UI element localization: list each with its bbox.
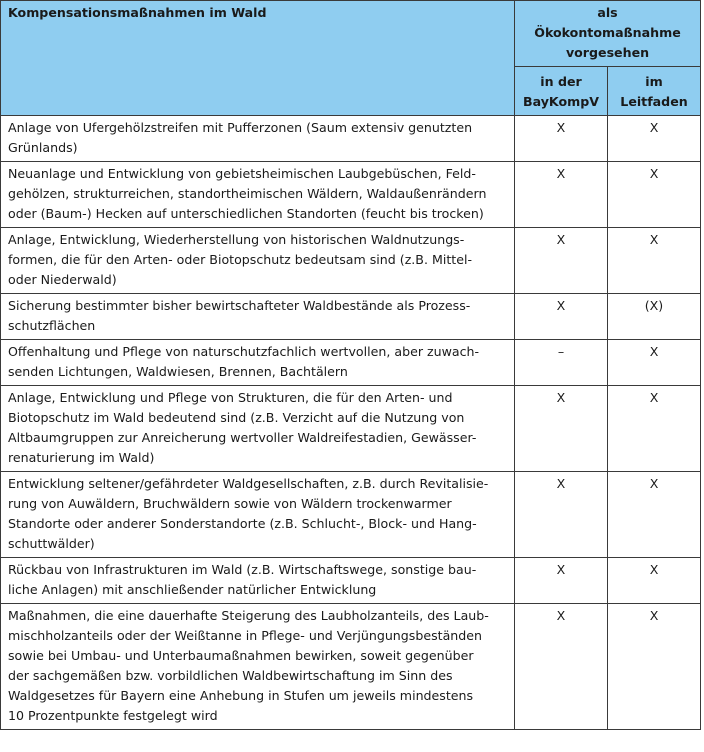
measure-description-line: Anlage von Ufergehölzstreifen mit Pufferzonen (Saum extensiv genutzten — [8, 120, 473, 135]
baykompv-mark: X — [515, 472, 608, 558]
leitfaden-mark: X — [608, 386, 701, 472]
table-row — [1, 294, 701, 340]
measure-description-line: Anlage, Entwicklung, Wiederherstellung von historischen Waldnutzungs- — [8, 232, 465, 247]
header-group-line: als Ökokontomaßnahme — [534, 5, 681, 40]
header-sub-line: BayKompV — [523, 94, 599, 109]
header-ecoaccount-group — [515, 1, 701, 67]
measure-description-line: Anlage, Entwicklung und Pflege von Strukturen, die für den Arten- und — [8, 390, 453, 405]
baykompv-mark: X — [515, 604, 608, 730]
baykompv-mark: X — [515, 386, 608, 472]
header-baykompv — [515, 67, 608, 116]
measure-description-line: sowie bei Umbau- und Unterbaumaßnahmen bewirken, soweit gegenüber — [8, 648, 474, 663]
leitfaden-mark: X — [608, 228, 701, 294]
table-row — [1, 472, 701, 558]
measure-description — [1, 294, 515, 340]
leitfaden-mark: X — [608, 604, 701, 730]
leitfaden-mark: X — [608, 162, 701, 228]
header-row — [1, 1, 701, 67]
measure-description-line: liche Anlagen) mit anschließender natürlicher Entwicklung — [8, 582, 377, 597]
leitfaden-mark: X — [608, 116, 701, 162]
measure-description-line: Altbaumgruppen zur Anreicherung wertvoller Waldreifestadien, Gewässer- — [8, 430, 477, 445]
measure-description-line: Sicherung bestimmter bisher bewirtschafteter Waldbestände als Prozess- — [8, 298, 471, 313]
measure-description-line: rung von Auwäldern, Bruchwäldern sowie von Wäldern trockenwarmer — [8, 496, 452, 511]
measure-description-line: mischholzanteils oder der Weißtanne in Pflege- und Verjüngungsbeständen — [8, 628, 483, 643]
header-sub-line: Leitfaden — [620, 94, 688, 109]
measure-description-line: schutzflächen — [8, 318, 96, 333]
header-sub-line: in der — [540, 74, 582, 89]
table-row — [1, 228, 701, 294]
header-sub-line: im — [645, 74, 663, 89]
leitfaden-mark: X — [608, 340, 701, 386]
table-row — [1, 558, 701, 604]
baykompv-mark: – — [515, 340, 608, 386]
measure-description-line: Rückbau von Infrastrukturen im Wald (z.B. Wirtschaftswege, sonstige bau- — [8, 562, 477, 577]
measure-description — [1, 116, 515, 162]
measure-description — [1, 604, 515, 730]
measure-description — [1, 472, 515, 558]
table-row — [1, 604, 701, 730]
measure-description-line: Waldgesetzes für Bayern eine Anhebung in Stufen um jeweils mindestens — [8, 688, 474, 703]
measure-description-line: Offenhaltung und Pflege von naturschutzfachlich wertvollen, aber zuwach- — [8, 344, 480, 359]
baykompv-mark: X — [515, 294, 608, 340]
baykompv-mark: X — [515, 162, 608, 228]
leitfaden-mark: X — [608, 558, 701, 604]
measure-description-line: Entwicklung seltener/gefährdeter Waldgesellschaften, z.B. durch Revitalisie- — [8, 476, 489, 491]
baykompv-mark: X — [515, 116, 608, 162]
measure-description-line: oder Niederwald) — [8, 272, 117, 287]
baykompv-mark: X — [515, 228, 608, 294]
table-body — [1, 116, 701, 730]
measure-description-line: der sachgemäßen bzw. vorbildlichen Waldbewirtschaftung im Sinn des — [8, 668, 453, 683]
leitfaden-mark: X — [608, 472, 701, 558]
table-row — [1, 340, 701, 386]
measure-description-line: senden Lichtungen, Waldwiesen, Brennen, Bachtälern — [8, 364, 348, 379]
measure-description-line: Biotopschutz im Wald bedeutend sind (z.B. Verzicht auf die Nutzung von — [8, 410, 465, 425]
measure-description-line: 10 Prozentpunkte festgelegt wird — [8, 708, 218, 723]
header-group-line: vorgesehen — [565, 45, 650, 60]
measure-description-line: Neuanlage und Entwicklung von gebietsheimischen Laubgebüschen, Feld- — [8, 166, 476, 181]
header-leitfaden — [608, 67, 701, 116]
measure-description-line: gehölzen, strukturreichen, standortheimischen Wäldern, Waldaußenrändern — [8, 186, 487, 201]
leitfaden-mark: (X) — [608, 294, 701, 340]
measure-description-line: oder (Baum-) Hecken auf unterschiedlichen Standorten (feucht bis trocken) — [8, 206, 484, 221]
measure-description-line: Maßnahmen, die eine dauerhafte Steigerung des Laubholzanteils, des Laub- — [8, 608, 489, 623]
table-row — [1, 162, 701, 228]
measure-description — [1, 340, 515, 386]
measure-description — [1, 558, 515, 604]
measure-description-line: Grünlands) — [8, 140, 78, 155]
measure-description — [1, 162, 515, 228]
measure-description — [1, 386, 515, 472]
header-measures: Kompensationsmaßnahmen im Wald — [1, 1, 515, 116]
table-row — [1, 116, 701, 162]
baykompv-mark: X — [515, 558, 608, 604]
measure-description-line: renaturierung im Wald) — [8, 450, 155, 465]
measure-description-line: formen, die für den Arten- oder Biotopschutz bedeutsam sind (z.B. Mittel- — [8, 252, 472, 267]
measure-description-line: Standorte oder anderer Sonderstandorte (z.B. Schlucht-, Block- und Hang- — [8, 516, 477, 531]
measure-description — [1, 228, 515, 294]
table-row — [1, 386, 701, 472]
measure-description-line: schuttwälder) — [8, 536, 95, 551]
